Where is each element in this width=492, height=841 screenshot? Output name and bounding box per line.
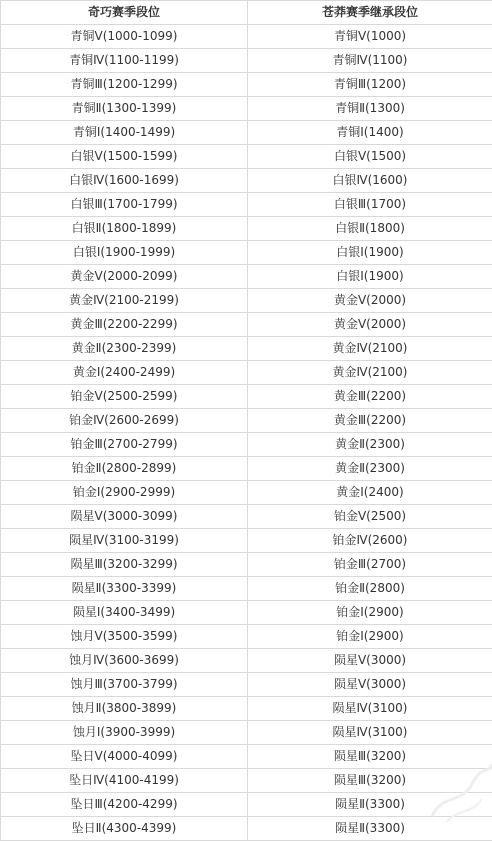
table-row — [1, 721, 492, 745]
table-row — [1, 673, 492, 697]
current-season-rank-cell: 蚀月Ⅴ(3500-3599) — [1, 625, 248, 649]
current-season-rank-cell: 白银Ⅰ(1900-1999) — [1, 241, 248, 265]
inherited-season-rank-cell: 白银Ⅴ(1500) — [248, 145, 492, 169]
current-season-rank-cell: 青铜Ⅴ(1000-1099) — [1, 25, 248, 49]
current-season-rank-cell: 陨星Ⅳ(3100-3199) — [1, 529, 248, 553]
inherited-season-rank-cell: 铂金Ⅱ(2800) — [248, 577, 492, 601]
current-season-rank-cell: 陨星Ⅰ(3400-3499) — [1, 601, 248, 625]
inherited-season-rank-cell: 青铜Ⅴ(1000) — [248, 25, 492, 49]
current-season-rank-cell: 青铜Ⅲ(1200-1299) — [1, 73, 248, 97]
current-season-rank-cell: 黄金Ⅰ(2400-2499) — [1, 361, 248, 385]
inherited-season-rank-cell: 黄金Ⅲ(2200) — [248, 385, 492, 409]
table-row — [1, 553, 492, 577]
current-season-rank-cell: 陨星Ⅲ(3200-3299) — [1, 553, 248, 577]
table-row — [1, 697, 492, 721]
inherited-season-rank-cell: 白银Ⅲ(1700) — [248, 193, 492, 217]
current-season-rank-cell: 黄金Ⅴ(2000-2099) — [1, 265, 248, 289]
table-row — [1, 145, 492, 169]
inherited-season-rank-cell: 陨星Ⅳ(3100) — [248, 697, 492, 721]
header-inherited-season-rank: 苍莽赛季继承段位 — [248, 1, 492, 25]
current-season-rank-cell: 坠日Ⅲ(4200-4299) — [1, 793, 248, 817]
header-current-season-rank: 奇巧赛季段位 — [1, 1, 248, 25]
current-season-rank-cell: 白银Ⅱ(1800-1899) — [1, 217, 248, 241]
current-season-rank-cell: 坠日Ⅴ(4000-4099) — [1, 745, 248, 769]
current-season-rank-cell: 白银Ⅳ(1600-1699) — [1, 169, 248, 193]
table-row — [1, 769, 492, 793]
table-row — [1, 577, 492, 601]
current-season-rank-cell: 蚀月Ⅱ(3800-3899) — [1, 697, 248, 721]
current-season-rank-cell: 蚀月Ⅳ(3600-3699) — [1, 649, 248, 673]
current-season-rank-cell: 黄金Ⅱ(2300-2399) — [1, 337, 248, 361]
table-row — [1, 289, 492, 313]
inherited-season-rank-cell: 黄金Ⅴ(2000) — [248, 289, 492, 313]
table-row — [1, 121, 492, 145]
current-season-rank-cell: 坠日Ⅱ(4300-4399) — [1, 817, 248, 841]
table-row — [1, 601, 492, 625]
current-season-rank-cell: 铂金Ⅳ(2600-2699) — [1, 409, 248, 433]
inherited-season-rank-cell: 青铜Ⅰ(1400) — [248, 121, 492, 145]
current-season-rank-cell: 蚀月Ⅰ(3900-3999) — [1, 721, 248, 745]
table-row — [1, 169, 492, 193]
table-row — [1, 385, 492, 409]
current-season-rank-cell: 陨星Ⅴ(3000-3099) — [1, 505, 248, 529]
inherited-season-rank-cell: 铂金Ⅲ(2700) — [248, 553, 492, 577]
table-row — [1, 817, 492, 841]
current-season-rank-cell: 青铜Ⅰ(1400-1499) — [1, 121, 248, 145]
table-header-row — [1, 1, 492, 25]
table-row — [1, 505, 492, 529]
inherited-season-rank-cell: 黄金Ⅳ(2100) — [248, 337, 492, 361]
table-row — [1, 25, 492, 49]
table-row — [1, 481, 492, 505]
table-row — [1, 313, 492, 337]
table-row — [1, 649, 492, 673]
inherited-season-rank-cell: 黄金Ⅱ(2300) — [248, 457, 492, 481]
table-row — [1, 433, 492, 457]
inherited-season-rank-cell: 黄金Ⅲ(2200) — [248, 409, 492, 433]
table-row — [1, 97, 492, 121]
table-row — [1, 217, 492, 241]
inherited-season-rank-cell: 青铜Ⅲ(1200) — [248, 73, 492, 97]
table-row — [1, 745, 492, 769]
current-season-rank-cell: 白银Ⅲ(1700-1799) — [1, 193, 248, 217]
table-row — [1, 457, 492, 481]
current-season-rank-cell: 黄金Ⅳ(2100-2199) — [1, 289, 248, 313]
current-season-rank-cell: 白银Ⅴ(1500-1599) — [1, 145, 248, 169]
table-row — [1, 73, 492, 97]
inherited-season-rank-cell: 铂金Ⅰ(2900) — [248, 625, 492, 649]
current-season-rank-cell: 青铜Ⅱ(1300-1399) — [1, 97, 248, 121]
inherited-season-rank-cell: 青铜Ⅳ(1100) — [248, 49, 492, 73]
inherited-season-rank-cell: 铂金Ⅳ(2600) — [248, 529, 492, 553]
inherited-season-rank-cell: 陨星Ⅲ(3200) — [248, 745, 492, 769]
table-row — [1, 265, 492, 289]
inherited-season-rank-cell: 陨星Ⅴ(3000) — [248, 673, 492, 697]
inherited-season-rank-cell: 陨星Ⅴ(3000) — [248, 649, 492, 673]
inherited-season-rank-cell: 黄金Ⅰ(2400) — [248, 481, 492, 505]
inherited-season-rank-cell: 陨星Ⅱ(3300) — [248, 817, 492, 841]
table-row — [1, 409, 492, 433]
table-row — [1, 193, 492, 217]
current-season-rank-cell: 陨星Ⅱ(3300-3399) — [1, 577, 248, 601]
table-row — [1, 529, 492, 553]
inherited-season-rank-cell: 黄金Ⅴ(2000) — [248, 313, 492, 337]
current-season-rank-cell: 铂金Ⅲ(2700-2799) — [1, 433, 248, 457]
inherited-season-rank-cell: 白银Ⅱ(1800) — [248, 217, 492, 241]
inherited-season-rank-cell: 陨星Ⅱ(3300) — [248, 793, 492, 817]
current-season-rank-cell: 青铜Ⅳ(1100-1199) — [1, 49, 248, 73]
current-season-rank-cell: 蚀月Ⅲ(3700-3799) — [1, 673, 248, 697]
inherited-season-rank-cell: 白银Ⅰ(1900) — [248, 241, 492, 265]
inherited-season-rank-cell: 黄金Ⅳ(2100) — [248, 361, 492, 385]
table-row — [1, 337, 492, 361]
table-row — [1, 793, 492, 817]
current-season-rank-cell: 铂金Ⅰ(2900-2999) — [1, 481, 248, 505]
inherited-season-rank-cell: 陨星Ⅲ(3200) — [248, 769, 492, 793]
current-season-rank-cell: 坠日Ⅳ(4100-4199) — [1, 769, 248, 793]
inherited-season-rank-cell: 青铜Ⅱ(1300) — [248, 97, 492, 121]
table-row — [1, 241, 492, 265]
inherited-season-rank-cell: 铂金Ⅰ(2900) — [248, 601, 492, 625]
inherited-season-rank-cell: 黄金Ⅱ(2300) — [248, 433, 492, 457]
current-season-rank-cell: 黄金Ⅲ(2200-2299) — [1, 313, 248, 337]
inherited-season-rank-cell: 白银Ⅳ(1600) — [248, 169, 492, 193]
table-row — [1, 361, 492, 385]
table-row — [1, 625, 492, 649]
current-season-rank-cell: 铂金Ⅴ(2500-2599) — [1, 385, 248, 409]
inherited-season-rank-cell: 白银Ⅰ(1900) — [248, 265, 492, 289]
current-season-rank-cell: 铂金Ⅱ(2800-2899) — [1, 457, 248, 481]
inherited-season-rank-cell: 铂金Ⅴ(2500) — [248, 505, 492, 529]
inherited-season-rank-cell: 陨星Ⅳ(3100) — [248, 721, 492, 745]
table-row — [1, 49, 492, 73]
